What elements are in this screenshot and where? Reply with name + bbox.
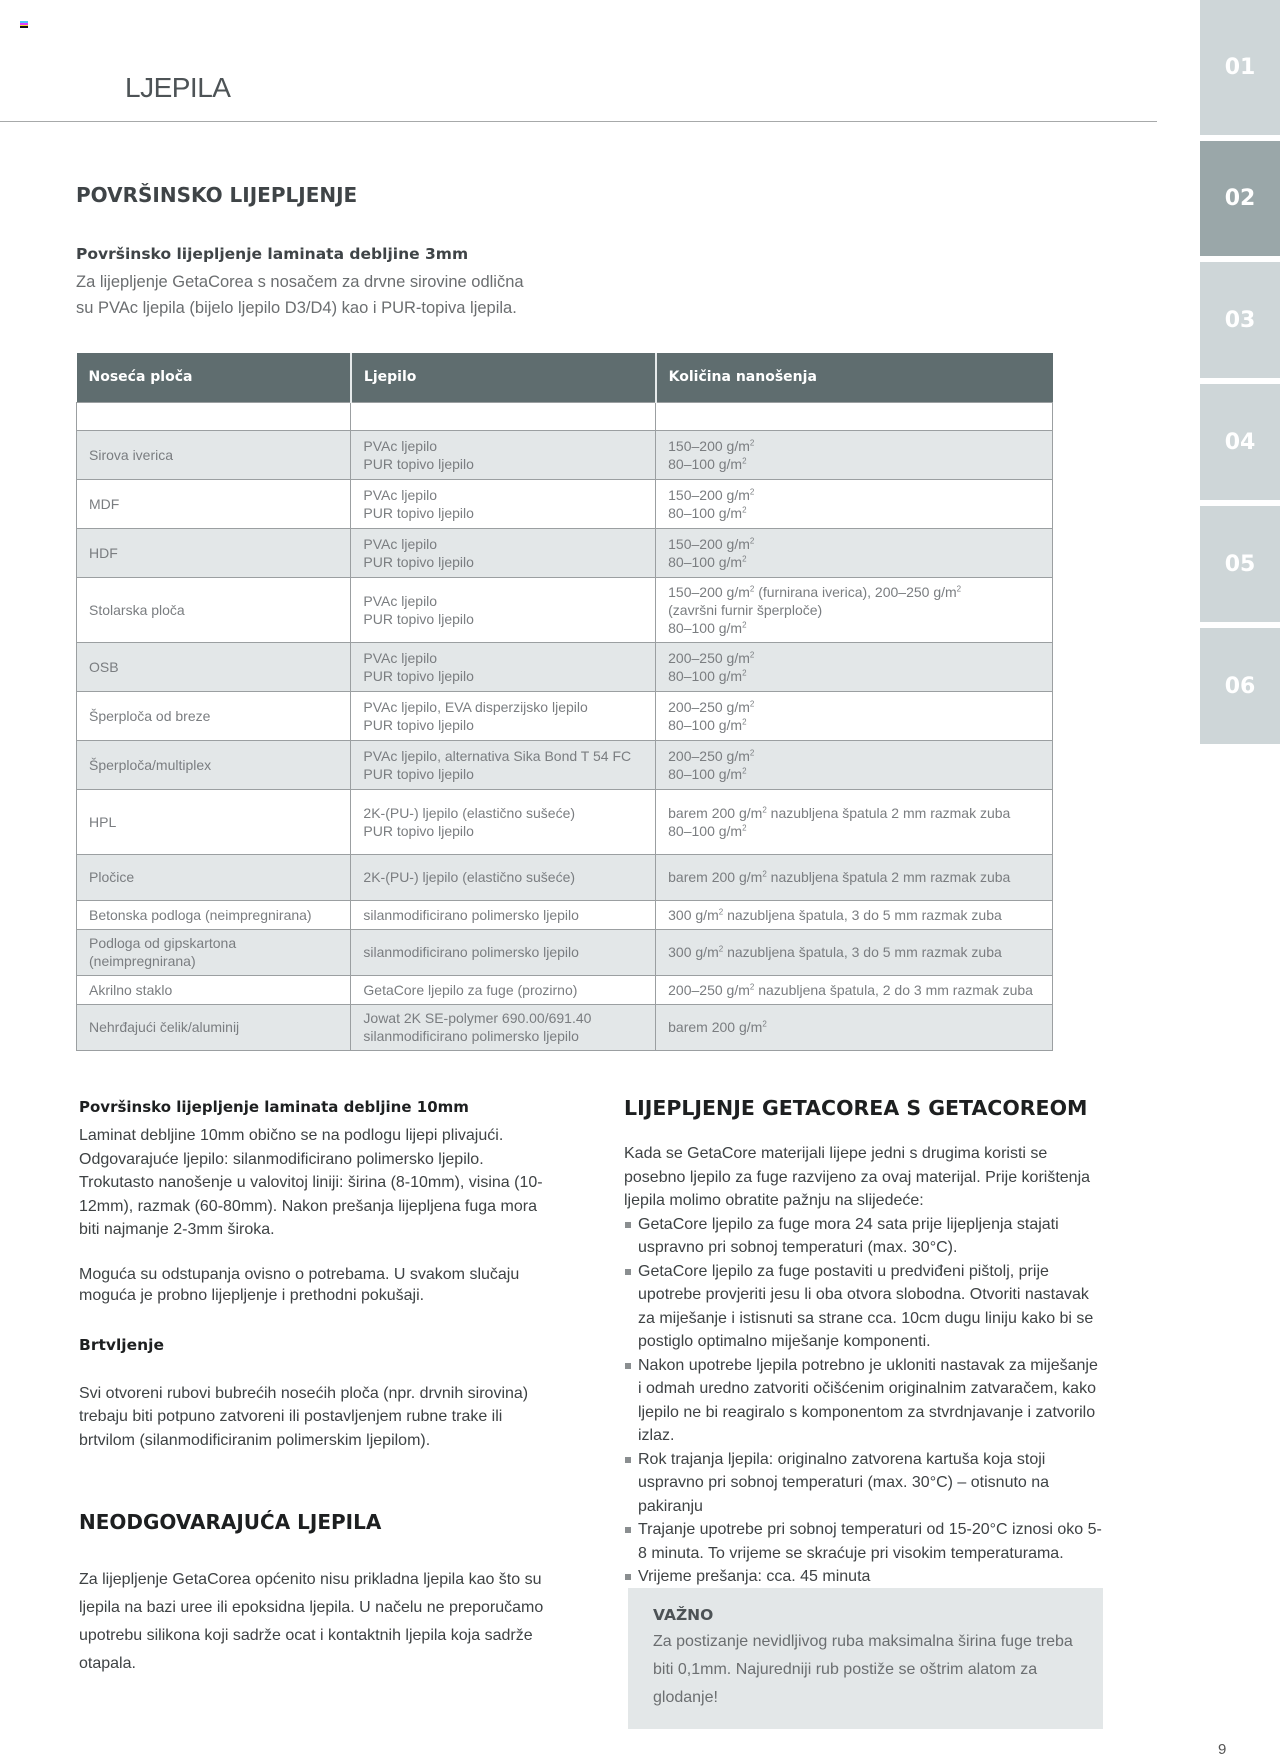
cell-line: 200–250 $g/m^2$ — [668, 698, 755, 715]
cell-board — [77, 929, 351, 975]
cell-board — [77, 1004, 351, 1050]
cell-line: Podloga od gipskartona — [89, 935, 237, 951]
cell-glue — [351, 1004, 656, 1050]
cell-line: PVAc ljepilo — [363, 486, 438, 503]
cell-board — [77, 528, 351, 577]
cell-amount — [656, 430, 1053, 479]
cell-line: Šperploča/multiplex — [89, 756, 212, 773]
chapter-tab-04[interactable]: 04 — [1200, 384, 1280, 500]
cell-line: PVAc ljepilo — [363, 649, 438, 666]
cell-board — [77, 577, 351, 642]
cell-line: 80–100 $g/m^2$ — [668, 765, 747, 782]
cell-line: 80–100 $g/m^2$ — [668, 504, 747, 521]
cell-line: silanmodificirano polimersko ljepilo — [363, 944, 579, 960]
section-title-surface-gluing: POVRŠINSKO LIJEPLJENJE — [76, 183, 358, 207]
cell-glue — [351, 789, 656, 854]
cell-board — [77, 900, 351, 929]
list-item: Vrijeme prešanja: cca. 45 minuta — [624, 1565, 1104, 1589]
cell-line: 80–100 $g/m^2$ — [668, 667, 747, 684]
list-item: Rok trajanja ljepila: originalno zatvorena kartuša koja stoji uspravno pri sobnoj temperaturi (max. 30°C) – otisnuto na pakiranju — [624, 1448, 1104, 1519]
note-title: VAŽNO — [653, 1606, 714, 1624]
cell-line: 150–200 $g/m^2$ — [668, 486, 755, 503]
table-header-row — [77, 353, 1053, 402]
intro-paragraph: Za lijepljenje GetaCorea s nosačem za drvne sirovine odlična su PVAc ljepila (bijelo ljepilo D3/D4) kao i PUR-topiva ljepila. — [76, 273, 524, 317]
cell-line: PUR topivo ljepilo — [363, 504, 474, 521]
cell-line: 80–100 $g/m^2$ — [668, 553, 747, 570]
cell-line: 80–100 $g/m^2$ — [668, 619, 747, 636]
cell-line: 300 $g/m^2$ nazubljena špatula, 3 do 5 mm razmak zuba — [668, 906, 1002, 923]
table-row — [77, 691, 1053, 740]
cell-board — [77, 740, 351, 789]
cell-amount — [656, 642, 1053, 691]
column-header-amount: Količina nanošenja — [656, 353, 1053, 402]
cell-line: PVAc ljepilo — [363, 592, 438, 609]
page-number: 9 — [1218, 1741, 1227, 1758]
cell-amount — [656, 789, 1053, 854]
cell-line: PVAc ljepilo, EVA disperzijsko ljepilo — [363, 698, 588, 715]
cell-glue — [351, 479, 656, 528]
cell-line: 80–100 $g/m^2$ — [668, 822, 747, 839]
cell-board — [77, 430, 351, 479]
cell-line: 200–250 $g/m^2$ — [668, 649, 755, 666]
cell-line: 2K-(PU-) ljepilo (elastično sušeće) — [363, 869, 576, 885]
cell-line: PVAc ljepilo — [363, 437, 438, 454]
cell-line: MDF — [89, 495, 120, 512]
cell-amount — [656, 479, 1053, 528]
cell-board — [77, 642, 351, 691]
cell-amount — [656, 1004, 1053, 1050]
cell-amount — [656, 854, 1053, 900]
cell-line: OSB — [89, 658, 119, 675]
cell-board — [77, 789, 351, 854]
list-item: GetaCore ljepilo za fuge postaviti u predviđeni pištolj, prije upotrebe provjeriti jesu li oba otvora slobodna. Otvoriti nastavak za miješanje i istisnuti sa strane cca. 10cm dugu liniju kako bi se postiglo optimalno miješanje komponenti. — [624, 1260, 1104, 1354]
cell-glue — [351, 900, 656, 929]
cell-line: PUR topivo ljepilo — [363, 765, 474, 782]
cell-line: Betonska podloga (neimpregnirana) — [89, 906, 312, 923]
cell-line: barem 200 $g/m^2$ nazubljena špatula 2 mm razmak zuba — [668, 804, 1011, 821]
table-row — [77, 740, 1053, 789]
cell-line: PUR topivo ljepilo — [363, 822, 474, 839]
cell-line: PUR topivo ljepilo — [363, 610, 474, 627]
important-note-box — [628, 1588, 1103, 1729]
cell-amount — [656, 975, 1053, 1004]
table-row — [77, 900, 1053, 929]
paragraph-10mm-deviations: Moguća su odstupanja ovisno o potrebama. U svakom slučaju moguća je probno lijepljenje i prethodni pokušaji. — [79, 1265, 520, 1304]
subtitle-sealing: Brtvljenje — [79, 1335, 164, 1354]
cell-board — [77, 691, 351, 740]
cell-glue — [351, 402, 656, 430]
note-text: Za postizanje nevidljivog ruba maksimalna širina fuge treba biti 0,1mm. Najuredniji rub postiže se oštrim alatom za glodanje! — [653, 1633, 1073, 1706]
paragraph-unsuitable-adhesives: Za lijepljenje GetaCorea općenito nisu prikladna ljepila kao što su ljepila na bazi uree ili epoksidna ljepila. U načelu ne preporučamo upotrebu silikona koji sadrže ocat i kontaktnih ljepila koja sadrže otapala. — [79, 1571, 544, 1672]
left-column — [79, 1098, 549, 1678]
cell-glue — [351, 929, 656, 975]
adhesive-table — [76, 353, 1053, 1051]
cell-amount — [656, 929, 1053, 975]
cell-board — [77, 975, 351, 1004]
getacore-instructions-list — [624, 1213, 1104, 1589]
list-item: GetaCore ljepilo za fuge mora 24 sata prije lijepljenja stajati uspravno pri sobnoj temperaturi (max. 30°C). — [624, 1213, 1104, 1260]
cell-line: HDF — [89, 544, 118, 561]
print-color-mark-icon — [20, 21, 28, 28]
column-header-board: Noseća ploča — [77, 353, 351, 402]
cell-board — [77, 479, 351, 528]
chapter-tab-06[interactable]: 06 — [1200, 628, 1280, 744]
cell-board — [77, 402, 351, 430]
section-title-getacore-gluing: LIJEPLJENJE GETACOREA S GETACOREOM — [624, 1096, 1088, 1120]
cell-line: 200–250 $g/m^2$ — [668, 747, 755, 764]
cell-line: (neimpregnirana) — [89, 953, 196, 969]
cell-line: 150–200 $g/m^2$ — [668, 437, 755, 454]
column-header-glue: Ljepilo — [351, 353, 656, 402]
table-row — [77, 789, 1053, 854]
cell-amount — [656, 577, 1053, 642]
cell-amount — [656, 402, 1053, 430]
table-row — [77, 642, 1053, 691]
cell-line: 200–250 $g/m^2$ nazubljena špatula, 2 do 3 mm razmak zuba — [668, 981, 1033, 998]
cell-glue — [351, 975, 656, 1004]
table-row — [77, 577, 1053, 642]
table-row — [77, 975, 1053, 1004]
cell-line: PVAc ljepilo — [363, 535, 438, 552]
cell-line: PUR topivo ljepilo — [363, 455, 474, 472]
cell-line: 150–200 $g/m^2$ — [668, 535, 755, 552]
table-row — [77, 479, 1053, 528]
cell-line: 80–100 $g/m^2$ — [668, 455, 747, 472]
table-row — [77, 430, 1053, 479]
section-title-unsuitable-adhesives: NEODGOVARAJUĆA LJEPILA — [79, 1510, 382, 1534]
cell-line: 150–200 $g/m^2$ (furnirana iverica), 200–250 $g/m^2$ — [668, 583, 962, 600]
cell-amount — [656, 900, 1053, 929]
cell-glue — [351, 577, 656, 642]
cell-line: Pločice — [89, 869, 135, 885]
cell-glue — [351, 854, 656, 900]
cell-line: (završni furnir šperploče) — [668, 601, 823, 618]
cell-line: barem 200 $g/m^2$ — [668, 1019, 767, 1035]
list-item: Nakon upotrebe ljepila potrebno je ukloniti nastavak za miješanje i odmah uredno zatvoriti očišćenim originalnim zatvaračem, kako ljepilo ne bi reagiralo s komponentom za stvrdnjavanje i zatvorilo izlaz. — [624, 1354, 1104, 1448]
chapter-tab-05[interactable]: 05 — [1200, 506, 1280, 622]
table-row — [77, 854, 1053, 900]
page-title: LJEPILA — [125, 72, 231, 103]
cell-line: Akrilno staklo — [89, 981, 173, 998]
cell-line: Nehrđajući čelik/aluminij — [89, 1019, 240, 1035]
table-row — [77, 402, 1053, 430]
cell-line: PUR topivo ljepilo — [363, 553, 474, 570]
cell-line: 300 $g/m^2$ nazubljena špatula, 3 do 5 mm razmak zuba — [668, 944, 1002, 960]
paragraph-sealing: Svi otvoreni rubovi bubrećih nosećih ploča (npr. drvnih sirovina) trebaju biti potpuno zatvoreni ili postavljenjem rubne trake ili brtvilom (silanmodificiranim polimerskim ljepilom). — [79, 1384, 529, 1449]
cell-glue — [351, 691, 656, 740]
cell-glue — [351, 528, 656, 577]
cell-line: HPL — [89, 813, 117, 830]
cell-line: PUR topivo ljepilo — [363, 716, 474, 733]
cell-line: silanmodificirano polimersko ljepilo — [363, 1028, 579, 1044]
cell-line: GetaCore ljepilo za fuge (prozirno) — [363, 981, 578, 998]
cell-line: 2K-(PU-) ljepilo (elastično sušeće) — [363, 804, 576, 821]
subtitle-3mm: Površinsko lijepljenje laminata debljine 3mm — [76, 245, 469, 263]
chapter-tab-01[interactable]: 01 — [1200, 0, 1280, 135]
cell-glue — [351, 642, 656, 691]
list-item: Trajanje upotrebe pri sobnoj temperaturi od 15-20°C iznosi oko 5-8 minuta. To vrijeme se skraćuje pri visokim temperaturama. — [624, 1518, 1104, 1565]
cell-amount — [656, 740, 1053, 789]
chapter-tab-02[interactable]: 02 — [1200, 141, 1280, 256]
cell-line: Sirova iverica — [89, 446, 174, 463]
paragraph-10mm-method: Laminat debljine 10mm obično se na podlogu lijepi plivajući. Odgovarajuće ljepilo: silanmodificirano polimersko ljepilo. Trokutasto nanošenje u valovitoj liniji: širina (8-10mm), visina (10-12mm), razmak (60-80mm). Nakon prešanja lijepljena fuga mora biti najmanje 2-3mm široka. — [79, 1127, 543, 1238]
paragraph-getacore-intro: Kada se GetaCore materijali lijepe jedni s drugima koristi se posebno ljepilo za fuge razvijeno za ovaj materijal. Prije korištenja ljepila molimo obratite pažnju na slijedeće: — [624, 1145, 1091, 1209]
cell-board — [77, 854, 351, 900]
cell-line: Jowat 2K SE-polymer 690.00/691.40 — [363, 1010, 592, 1026]
cell-line: Stolarska ploča — [89, 601, 185, 618]
cell-amount — [656, 691, 1053, 740]
table-row — [77, 929, 1053, 975]
cell-line: PUR topivo ljepilo — [363, 667, 474, 684]
table-row — [77, 528, 1053, 577]
chapter-tab-03[interactable]: 03 — [1200, 262, 1280, 378]
cell-amount — [656, 528, 1053, 577]
cell-line: barem 200 $g/m^2$ nazubljena špatula 2 mm razmak zuba — [668, 869, 1011, 885]
cell-line: silanmodificirano polimersko ljepilo — [363, 906, 579, 923]
table-row — [77, 1004, 1053, 1050]
table-body — [77, 402, 1053, 1050]
cell-line: Šperploča od breze — [89, 707, 211, 724]
cell-glue — [351, 740, 656, 789]
header-divider — [0, 121, 1157, 122]
subtitle-10mm: Površinsko lijepljenje laminata debljine 10mm — [79, 1098, 469, 1116]
cell-glue — [351, 430, 656, 479]
cell-line: 80–100 $g/m^2$ — [668, 716, 747, 733]
cell-line: PVAc ljepilo, alternativa Sika Bond T 54 FC — [363, 747, 632, 764]
right-column — [624, 1096, 1104, 1589]
